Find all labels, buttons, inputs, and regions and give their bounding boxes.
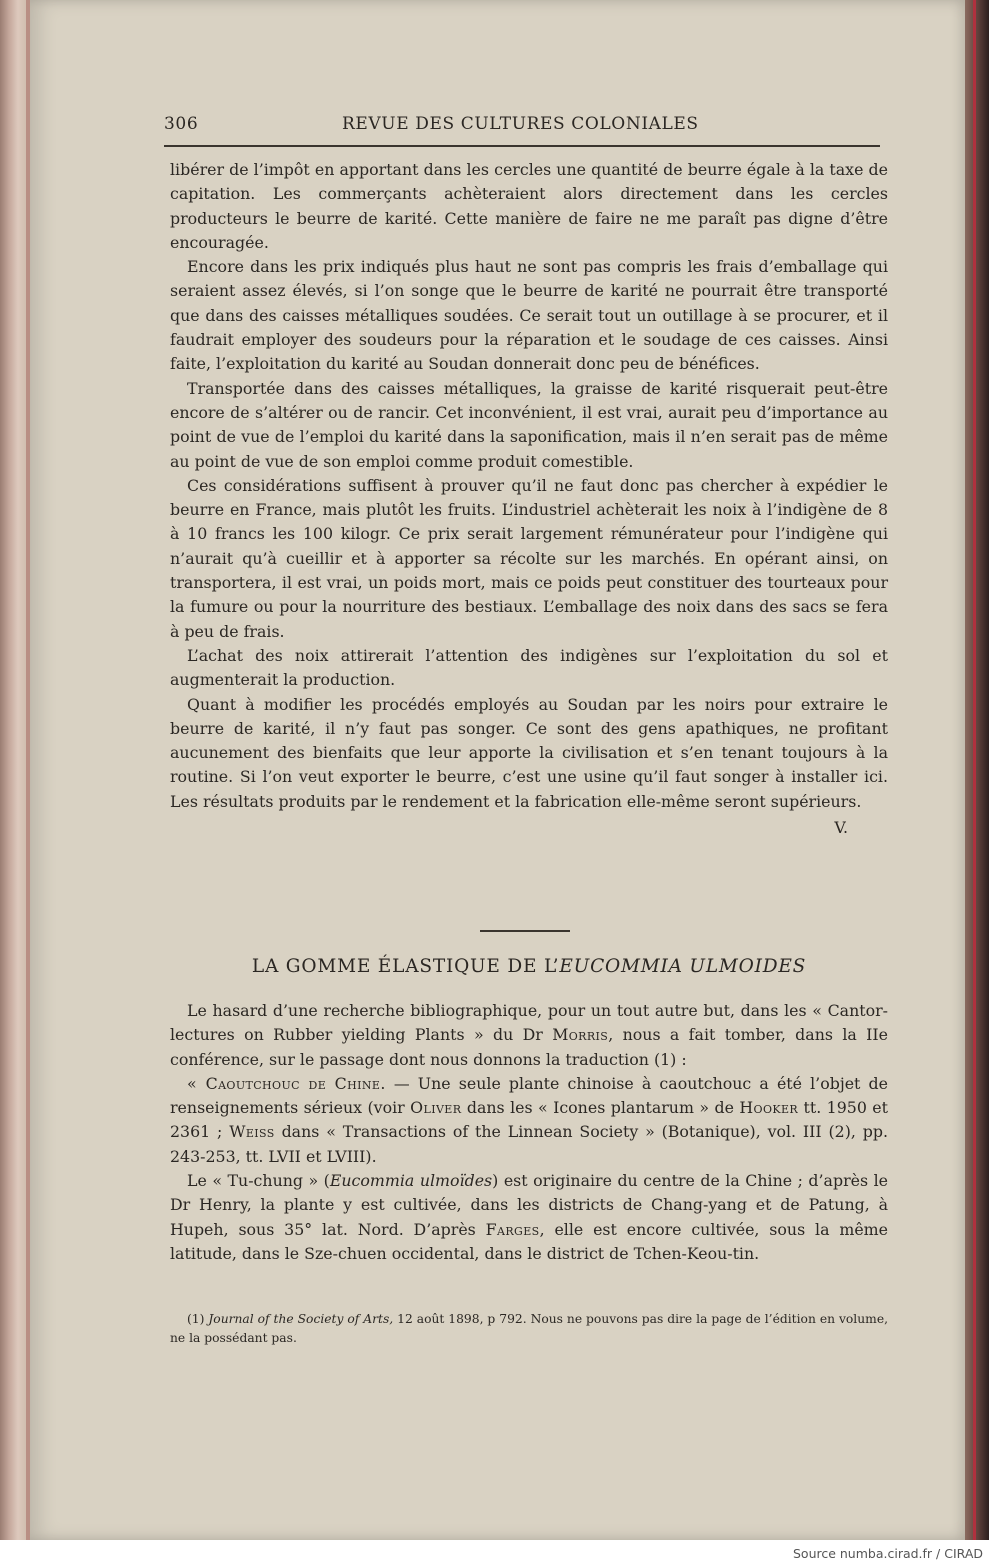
text-run: Le « Tu-chung » ( xyxy=(187,1171,330,1191)
text-run: , elle est encore cultivée, sous la même latitude, dans le Sze-chuen occidental, dans le district de Tchen-Keou-tin. xyxy=(170,1219,888,1263)
author-name: Hooker xyxy=(739,1098,799,1118)
footnote-text xyxy=(170,1310,888,1348)
author-name: Morris xyxy=(552,1025,609,1045)
author-name: Weiss xyxy=(229,1122,275,1142)
section-divider xyxy=(480,930,570,932)
text-run: dans « Transactions of the Linnean Society » (Botanique), vol. III (2), pp. 243-253, tt. LVII et LVIII). xyxy=(170,1122,888,1166)
author-signature: V. xyxy=(834,818,848,838)
page-number: 306 xyxy=(164,114,199,134)
article-title-main: LA GOMME ÉLASTIQUE DE L’ xyxy=(251,956,560,977)
paragraph: Transportée dans des caisses métalliques, la graisse de karité risquerait peut-être encore de s’altérer ou de rancir. Cet inconvénient, il est vrai, aurait peu d’importance au point de vue de l’emploi du karité dans la saponification, mais il n’en serait pas de même au point de vue de son emploi comme produit comestible. xyxy=(170,378,888,471)
footnote-number: (1) xyxy=(187,1312,209,1326)
author-name: Farges xyxy=(485,1219,540,1239)
running-title: REVUE DES CULTURES COLONIALES xyxy=(342,114,699,134)
source-credit: Source numba.cirad.fr / CIRAD xyxy=(792,1546,983,1561)
paragraph: Encore dans les prix indiqués plus haut ne sont pas compris les frais d’emballage qui seraient assez élevés, si l’on songe que le beurre de karité ne pourrait être transporté que dans des caisses métalliques soudées. Ce serait tout un outillage à se procurer, et il faudrait employer des soudeurs pour la réparation et le soudage de ces caisses. Ainsi faite, l’exploitation du karité au Soudan donnerait donc peu de bénéfices. xyxy=(170,257,888,374)
article-eucommia-body xyxy=(170,999,888,1266)
article-title-italic: EUCOMMIA ULMOIDES xyxy=(559,956,807,977)
paragraph: libérer de l’impôt en apportant dans les cercles une quantité de beurre égale à la taxe de capitation. Les commerçants achèteraient alors directement dans les cercles producteurs le beurre de karité. Cette manière de faire ne me paraît pas digne d’être encouragée. xyxy=(170,160,888,252)
text-run: Le hasard d’une recherche bibliographique, pour un tout autre but, dans les « Cantor-lectures on Rubber yielding Plants » du Dr xyxy=(170,1001,888,1045)
paragraph: L’achat des noix attirerait l’attention des indigènes sur l’exploitation du sol et augmenterait la production. xyxy=(170,645,888,690)
text-run: — Une seule plante chinoise à caoutchouc a été l’objet de renseignements sérieux (voir xyxy=(170,1073,888,1118)
page-header xyxy=(164,114,880,138)
paragraph: Ces considérations suffisent à prouver qu’il ne faut donc pas chercher à expédier le beurre en France, mais plutôt les fruits. L’industriel achèterait les noix à l’indigène de 8 à 10 francs les 100 kilogr. Ce prix serait largement rémunérateur pour l’indigène qui n’aurait qu’à cueillir et à apporter sa récolte sur les marchés. En opérant ainsi, on transportera, il est vrai, un poids mort, mais ce poids peut constituer des tourteaux pour la fumure ou pour la nourriture des bestiaux. L’emballage des noix dans des sacs se fera à peu de frais. xyxy=(170,475,888,641)
paragraph xyxy=(170,999,888,1072)
journal-name: Journal of the Society of Arts, xyxy=(208,1312,394,1326)
article-title xyxy=(170,956,888,977)
text-run: tt. 1950 et 2361 ; xyxy=(170,1098,888,1142)
text-run: ) est originaire du centre de la Chine ; d’après le Dr Henry, la plante y est cultivée, dans les districts de Chang-yang et de Patung, à Hupeh, sous 35° lat. Nord. D’après xyxy=(170,1171,888,1239)
paragraph: Quant à modifier les procédés employés au Soudan par les noirs pour extraire le beurre de karité, il n’y faut pas songer. Ce sont des gens apathiques, ne profitant aucunement des bienfaits que leur apporte la civilisation et s’en tenant toujours à la routine. Si l’on veut exporter le beurre, c’est une usine qu’il faut songer à installer ici. Les résultats produits par le rendement et la fabrication elle-même seront supérieurs. xyxy=(170,694,888,811)
footnote xyxy=(170,1310,888,1348)
paragraph xyxy=(170,1169,888,1266)
author-name: Oliver xyxy=(410,1098,462,1118)
header-rule xyxy=(164,145,880,147)
species-name: Eucommia ulmoïdes xyxy=(329,1171,493,1191)
book-cover-edge xyxy=(965,0,989,1540)
article-karite-body xyxy=(170,158,888,840)
text-run: 12 août 1898, p 792. Nous ne pouvons pas dire la page de l’édition en volume, ne la possédant pas. xyxy=(170,1312,889,1345)
paragraph xyxy=(170,1072,888,1169)
cover-red-line xyxy=(973,0,976,1540)
text-run: dans les « Icones plantarum » de xyxy=(461,1098,740,1118)
text-run: , nous a fait tomber, dans la IIe conférence, sur le passage dont nous donnons la traduction (1) : xyxy=(170,1025,888,1069)
section-heading-inline: « Caoutchouc de Chine. xyxy=(187,1073,386,1093)
